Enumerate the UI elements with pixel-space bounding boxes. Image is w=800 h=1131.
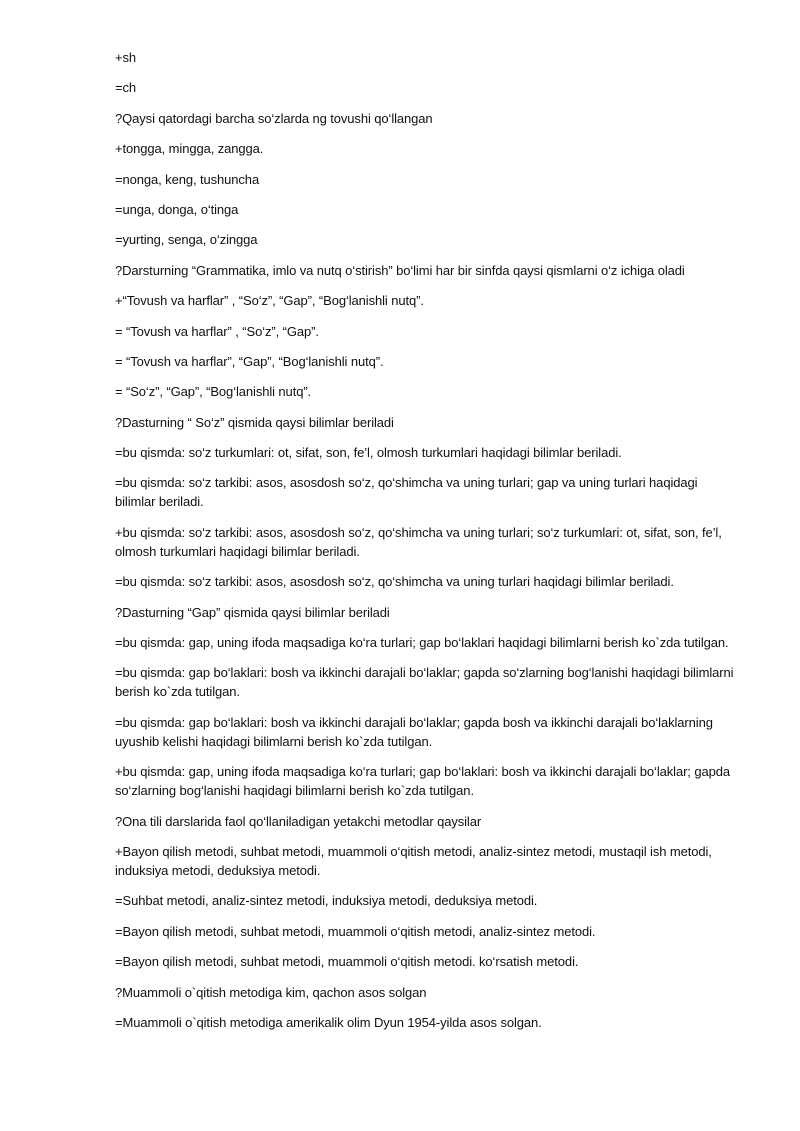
answer-option: =unga, donga, o‘tinga: [115, 201, 239, 217]
answer-option: = “Tovush va harflar” , “So‘z”, “Gap”.: [115, 323, 319, 339]
answer-option: =bu qismda: so‘z turkumlari: ot, sifat, son, fe’l, olmosh turkumlari haqidagi bilimlar beriladi.: [115, 445, 622, 461]
answer-option: +bu qismda: so‘z tarkibi: asos, asosdosh so‘z, qo‘shimcha va uning turlari; so‘z turkumlari: ot, sifat, son, fe’l, olmosh turkumlari haqidagi bilimlar beriladi.: [115, 524, 722, 559]
question: ?Qaysi qatordagi barcha so‘zlarda ng tovushi qo‘llangan: [115, 110, 433, 126]
answer-option: = “Tovush va harflar”, “Gap”, “Bog‘lanishli nutq”.: [115, 353, 384, 369]
answer-option: =Bayon qilish metodi, suhbat metodi, muammoli o‘qitish metodi. ko‘rsatish metodi.: [115, 954, 579, 970]
answer-option: = “So‘z”, “Gap”, “Bog‘lanishli nutq”.: [115, 384, 312, 400]
question: ?Dasturning “ So‘z” qismida qaysi bilimlar beriladi: [115, 414, 394, 430]
answer-option: =bu qismda: gap bo‘laklari: bosh va ikkinchi darajali bo‘laklar; gapda bosh va ikkinchi darajali bo‘laklarning uyushib kelishi haqidagi bilimlarni berish ko`zda tutilgan.: [115, 714, 713, 749]
answer-option: +sh: [115, 50, 137, 65]
document-body: [115, 48, 740, 1043]
answer-option: =yurting, senga, o‘zingga: [115, 232, 258, 248]
question: ?Muammoli o`qitish metodiga kim, qachon asos solgan: [115, 984, 427, 1000]
answer-option: =bu qismda: so‘z tarkibi: asos, asosdosh so‘z, qo‘shimcha va uning turlari; gap va uning turlari haqidagi bilimlar beriladi.: [115, 475, 698, 510]
answer-option: +tongga, mingga, zangga.: [115, 141, 264, 157]
question: ?Dasturning “Gap” qismida qaysi bilimlar beriladi: [115, 604, 390, 620]
answer-option: =ch: [115, 80, 137, 96]
answer-option: +Bayon qilish metodi, suhbat metodi, muammoli o‘qitish metodi, analiz-sintez metodi, mustaqil ish metodi, induksiya metodi, deduksiya metodi.: [115, 843, 712, 878]
answer-option: +bu qismda: gap, uning ifoda maqsadiga ko‘ra turlari; gap bo‘laklari: bosh va ikkinchi darajali bo‘laklar; gapda so‘zlarning bog‘lanishi haqidagi bilimlarni berish ko`zda tutilgan.: [115, 764, 730, 799]
answer-option: =Bayon qilish metodi, suhbat metodi, muammoli o‘qitish metodi, analiz-sintez metodi.: [115, 923, 596, 939]
question: ?Ona tili darslarida faol qo‘llaniladigan yetakchi metodlar qaysilar: [115, 813, 482, 829]
answer-option: =bu qismda: gap bo‘laklari: bosh va ikkinchi darajali bo‘laklar; gapda so‘zlarning bog‘lanishi haqidagi bilimlarni berish ko`zda tutilgan.: [115, 665, 734, 700]
answer-option: =Muammoli o`qitish metodiga amerikalik olim Dyun 1954-yilda asos solgan.: [115, 1014, 542, 1030]
answer-option: =bu qismda: gap, uning ifoda maqsadiga ko‘ra turlari; gap bo‘laklari haqidagi bilimlarni berish ko`zda tutilgan.: [115, 635, 729, 651]
answer-option: =nonga, keng, tushuncha: [115, 171, 260, 187]
answer-option: +“Tovush va harflar” , “So‘z”, “Gap”, “Bog‘lanishli nutq”.: [115, 293, 424, 309]
answer-option: =bu qismda: so‘z tarkibi: asos, asosdosh so‘z, qo‘shimcha va uning turlari haqidagi bilimlar beriladi.: [115, 574, 674, 590]
question: ?Darsturning “Grammatika, imlo va nutq o‘stirish” bo‘limi har bir sinfda qaysi qismlarni o‘z ichiga oladi: [115, 262, 685, 278]
answer-option: =Suhbat metodi, analiz-sintez metodi, induksiya metodi, deduksiya metodi.: [115, 893, 538, 909]
